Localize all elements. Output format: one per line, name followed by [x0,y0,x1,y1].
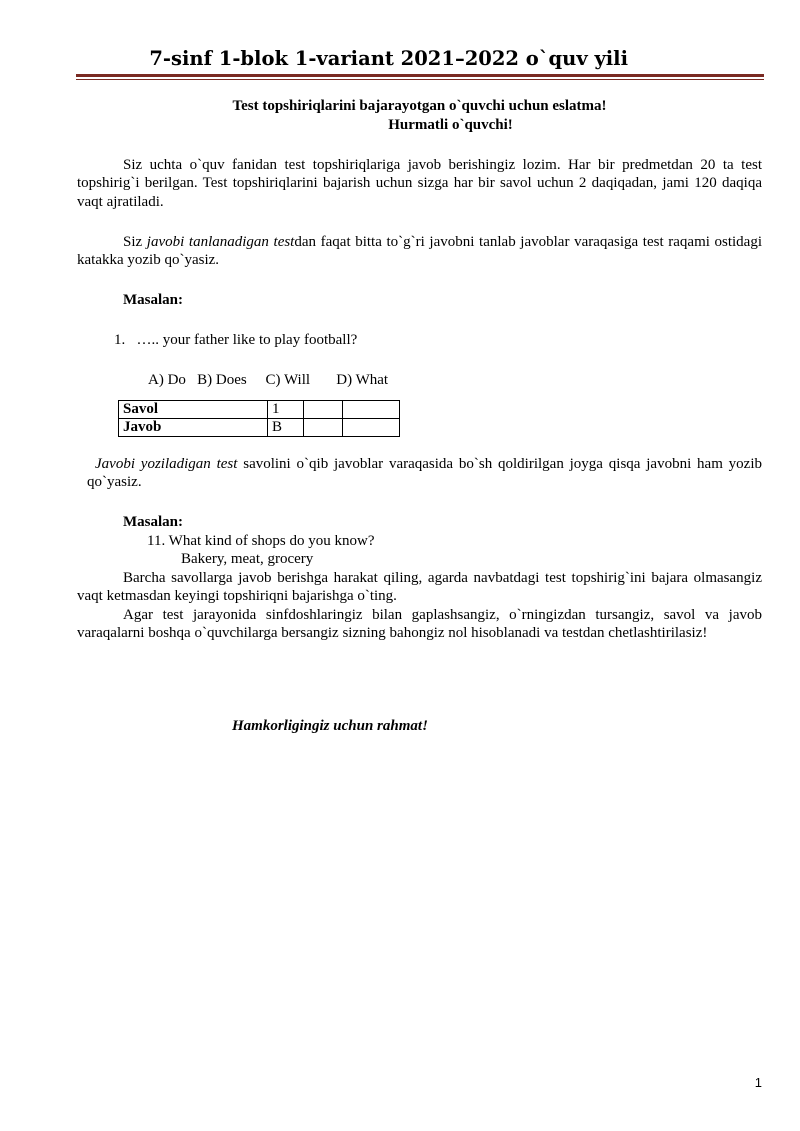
table-cell: Javob [119,418,268,436]
table-cell: Savol [119,400,268,418]
table-cell [304,400,343,418]
table-cell [304,418,343,436]
header-rule-thin [76,79,764,80]
paragraph-rules: Agar test jarayonida sinfdoshlaringiz bilan gaplashsangiz, o`rningizdan tursangiz, savol va javob varaqalarni boshqa o`quvchilarga bersangiz sizning bahongiz nol hisoblanadi va testdan chetlashtirilasiz! [77,606,762,641]
thanks-text: Hamkorligingiz uchun rahmat! [232,717,428,734]
example-question [77,331,762,350]
table-row [119,418,400,436]
table-cell: 1 [268,400,304,418]
table-cell [343,400,400,418]
para3-italic: Javobi yoziladigan test [95,455,238,472]
answer-table [118,400,400,437]
paragraph-written-test [77,455,762,492]
notice-title: Test topshiriqlarini bajarayotgan o`quvchi uchun eslatma! [232,98,607,114]
para3-suffix: savolini o`qib javoblar varaqasida bo`sh qoldirilgan joyga qisqa javobni ham yozib qo`yasiz. [87,455,762,490]
example-label: Masalan: [123,292,183,308]
para2-italic: javobi tanlanadigan test [146,233,295,250]
header-rule-thick [76,74,764,77]
example-label-2: Masalan: [123,514,183,530]
para2-suffix: dan faqat bitta to`g`ri javobni tanlab javoblar varaqasiga test raqami ostidagi katakka yozib qo`yasiz. [77,233,763,268]
document-body [77,97,762,735]
para2-prefix: Siz [123,233,147,250]
paragraph-choice-test [77,233,762,270]
notice-greeting: Hurmatli o`quvchi! [388,116,513,133]
table-cell [343,418,400,436]
table-row [119,400,400,418]
paragraph-instructions: Siz uchta o`quv fanidan test topshiriqlariga javob berishingiz lozim. Har bir predmetdan 20 ta test topshirig`i berilgan. Test topshiriqlarini bajarish uchun sizga har bir savol uchun 2 daqiqadan, jami 120 daqiqa vaqt ajratiladi. [77,156,762,210]
example-options: A) Do B) Does C) Will D) What [148,372,389,388]
page-header-title: 7-sinf 1-blok 1-variant 2021–2022 o`quv yili [149,47,628,70]
question-text: ….. your father like to play football? [136,332,358,348]
page-number: 1 [754,1075,762,1090]
example-answer-2: Bakery, meat, grocery [181,551,314,567]
table-cell: B [268,418,304,436]
paragraph-advice: Barcha savollarga javob berishga harakat qiling, agarda navbatdagi test topshirig`ini bajara olmasangiz vaqt ketmasdan keyingi topshiriqni bajarishga o`ting. [77,569,762,604]
example-question-2: 11. What kind of shops do you know? [147,532,375,549]
question-number: 1. [114,332,126,348]
